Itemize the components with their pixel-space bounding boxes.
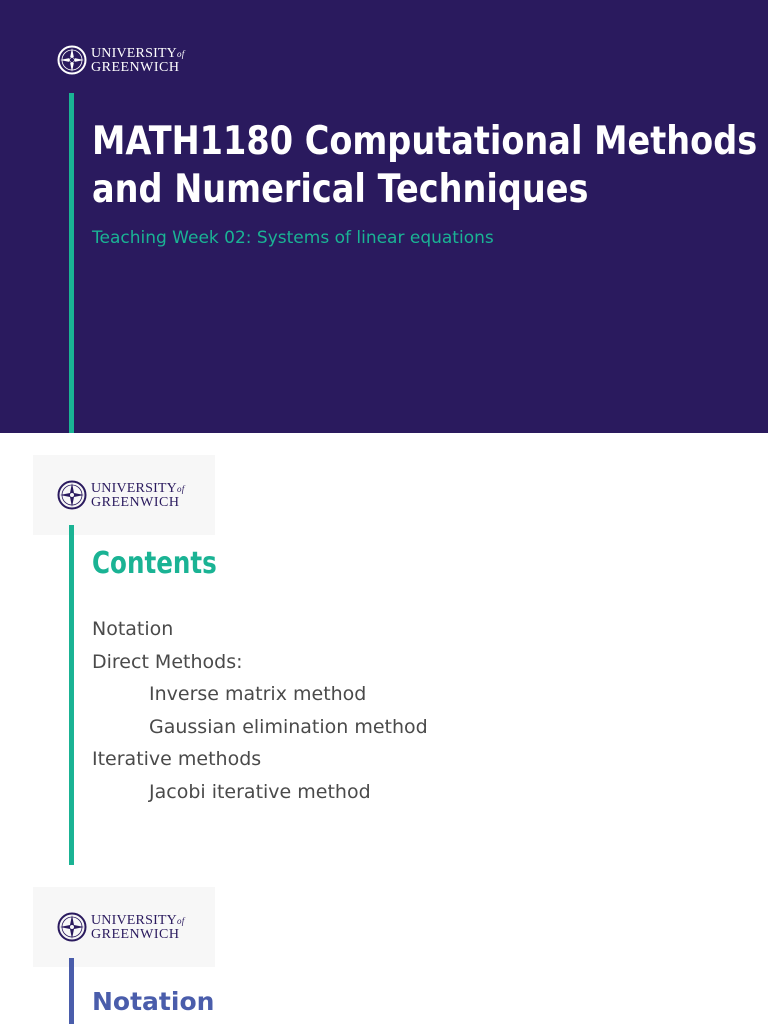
contents-subitem: Jacobi iterative method bbox=[149, 780, 371, 803]
accent-bar bbox=[69, 93, 74, 433]
contents-subitem: Gaussian elimination method bbox=[149, 715, 428, 738]
university-logo bbox=[57, 45, 184, 75]
logo-of: of bbox=[177, 915, 185, 926]
contents-subitem: Inverse matrix method bbox=[149, 683, 367, 705]
logo-line1: UNIVERSITY bbox=[91, 912, 177, 928]
title-slide bbox=[0, 0, 768, 433]
contents-item: Notation bbox=[92, 618, 174, 640]
logo-wordmark bbox=[91, 482, 184, 509]
contents-heading: Contents bbox=[92, 546, 217, 581]
slide-subtitle: Teaching Week 02: Systems of linear equations bbox=[92, 228, 494, 248]
title-line-1: MATH1180 Computational Methods bbox=[92, 119, 758, 164]
notation-slide bbox=[0, 865, 768, 1024]
logo-line2: GREENWICH bbox=[91, 59, 180, 75]
logo-panel bbox=[33, 887, 215, 967]
contents-item: Direct Methods: bbox=[92, 650, 243, 673]
logo-panel bbox=[33, 455, 215, 535]
accent-bar bbox=[69, 958, 74, 1024]
logo-of: of bbox=[177, 483, 185, 494]
compass-rose-emblem-icon bbox=[57, 912, 87, 942]
compass-rose-emblem-icon bbox=[57, 480, 87, 510]
logo-line2: GREENWICH bbox=[91, 926, 180, 942]
logo-line1: UNIVERSITY bbox=[91, 480, 177, 496]
contents-list bbox=[92, 613, 428, 808]
logo-line1: UNIVERSITY bbox=[91, 45, 177, 61]
logo-wordmark bbox=[91, 47, 184, 74]
contents-item: Iterative methods bbox=[92, 748, 262, 770]
logo-of: of bbox=[177, 48, 185, 59]
logo-wordmark bbox=[91, 914, 184, 941]
accent-bar bbox=[69, 525, 74, 865]
logo-line2: GREENWICH bbox=[91, 494, 180, 510]
title-line-2: and Numerical Techniques bbox=[92, 167, 589, 212]
notation-heading: Notation bbox=[92, 987, 215, 1016]
university-logo bbox=[57, 912, 184, 942]
contents-slide bbox=[0, 433, 768, 865]
slide-title bbox=[92, 118, 758, 214]
university-logo bbox=[57, 480, 184, 510]
compass-rose-emblem-icon bbox=[57, 45, 87, 75]
